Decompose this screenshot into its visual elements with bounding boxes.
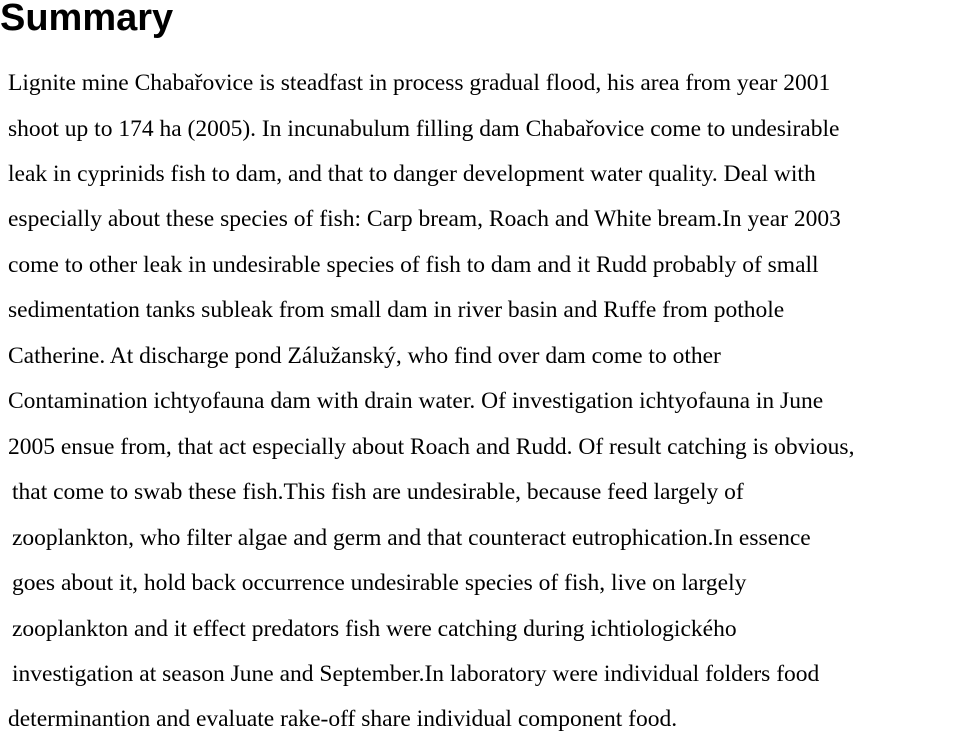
summary-line: Contamination ichtyofauna dam with drain water. Of investigation ichtyofauna in June bbox=[8, 388, 824, 414]
summary-line: zooplankton and it effect predators fish were catching during ichtiologického bbox=[12, 616, 737, 642]
summary-line: Lignite mine Chabařovice is steadfast in process gradual flood, his area from year 2001 bbox=[8, 70, 831, 96]
summary-line: Catherine. At discharge pond Zálužanský, who find over dam come to other bbox=[8, 343, 721, 369]
summary-line: zooplankton, who filter algae and germ and that counteract eutrophication.In essence bbox=[12, 525, 811, 551]
summary-line: goes about it, hold back occurrence undesirable species of fish, live on largely bbox=[12, 570, 747, 596]
summary-line: determinantion and evaluate rake-off share individual component food. bbox=[8, 706, 678, 732]
page-title: Summary bbox=[0, 0, 174, 39]
summary-line: that come to swab these fish.This fish are undesirable, because feed largely of bbox=[12, 479, 744, 505]
summary-line: come to other leak in undesirable species of fish to dam and it Rudd probably of small bbox=[8, 252, 819, 278]
summary-line: especially about these species of fish: Carp bream, Roach and White bream.In year 2003 bbox=[8, 206, 841, 232]
summary-line: shoot up to 174 ha (2005). In incunabulum filling dam Chabařovice come to undesirable bbox=[8, 116, 840, 142]
summary-line: investigation at season June and September.In laboratory were individual folders food bbox=[12, 661, 820, 687]
summary-line: sedimentation tanks subleak from small dam in river basin and Ruffe from pothole bbox=[8, 297, 785, 323]
summary-line: leak in cyprinids fish to dam, and that to danger development water quality. Deal with bbox=[8, 161, 816, 187]
summary-line: 2005 ensue from, that act especially about Roach and Rudd. Of result catching is obvious, bbox=[8, 434, 855, 460]
